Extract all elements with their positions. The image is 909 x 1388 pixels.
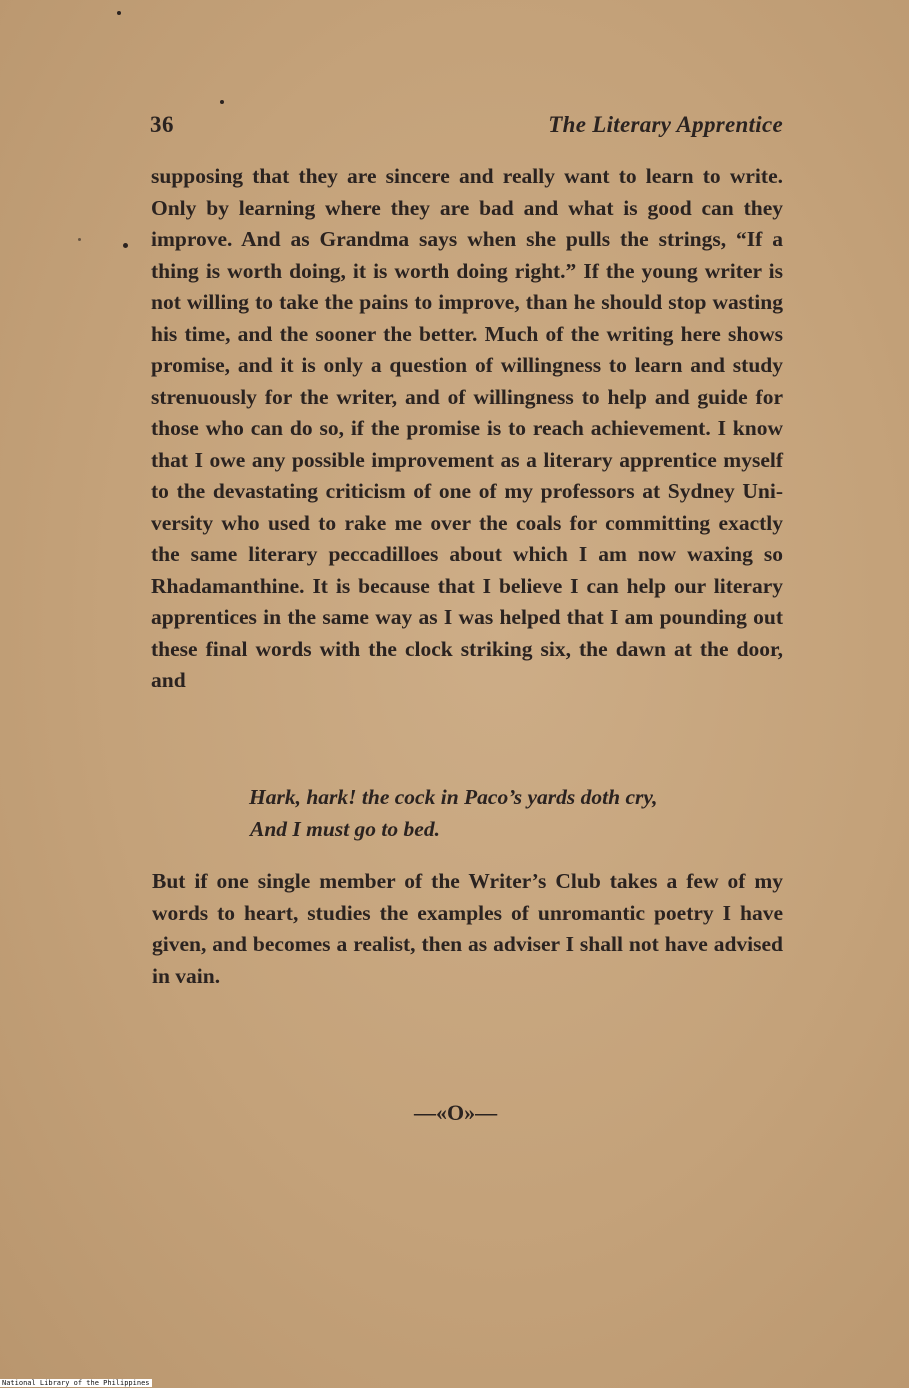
verse-line-2: And I must go to bed. xyxy=(250,816,440,841)
body-paragraph: supposing that they are sincere and really want to learn to write. Only by learning where they are bad and what is good can they improve. And as Grandma says when she pulls the strings, “If a thing is worth doing, it is worth doing right.” If the young writer is not willing to take the pains to improve, than he should stop wasting his time, and the sooner the better. Much of the writing here shows promise, and it is only a question of willingness to learn and study strenuously for the writer, and of willingness to help and guide for those who can do so, if the promise is to reach achievement. I know that I owe any possible improvement as a literary apprentice myself to the devastating criticism of one of my professors at Sydney University who used to rake me over the coals for committing exactly the same literary peccadilloes about which I am now waxing so Rhadamanthine. It is because that I believe I can help our literary apprentices in the same way as I was helped that I am pounding out these final words with the clock striking six, the dawn at the door, and xyxy=(151,164,783,692)
ink-speck xyxy=(78,238,81,241)
verse-quote xyxy=(249,782,658,845)
library-footer: National Library of the Philippines xyxy=(2,1379,150,1387)
running-title: The Literary Apprentice xyxy=(548,112,783,137)
ink-speck xyxy=(220,100,224,104)
page-header xyxy=(150,112,783,144)
ink-speck xyxy=(123,243,128,248)
closing-paragraph: But if one single member of the Writer’s Club takes a few of my words to heart, studies the examples of unromantic poetry I have given, and becomes a realist, then as adviser I shall not have advised in vain. xyxy=(152,869,783,988)
verse-line-1: Hark, hark! the cock in Paco’s yards doth cry, xyxy=(249,785,658,809)
end-ornament: —«O»— xyxy=(414,1100,498,1125)
page-number: 36 xyxy=(150,112,174,137)
ink-speck xyxy=(117,11,121,15)
